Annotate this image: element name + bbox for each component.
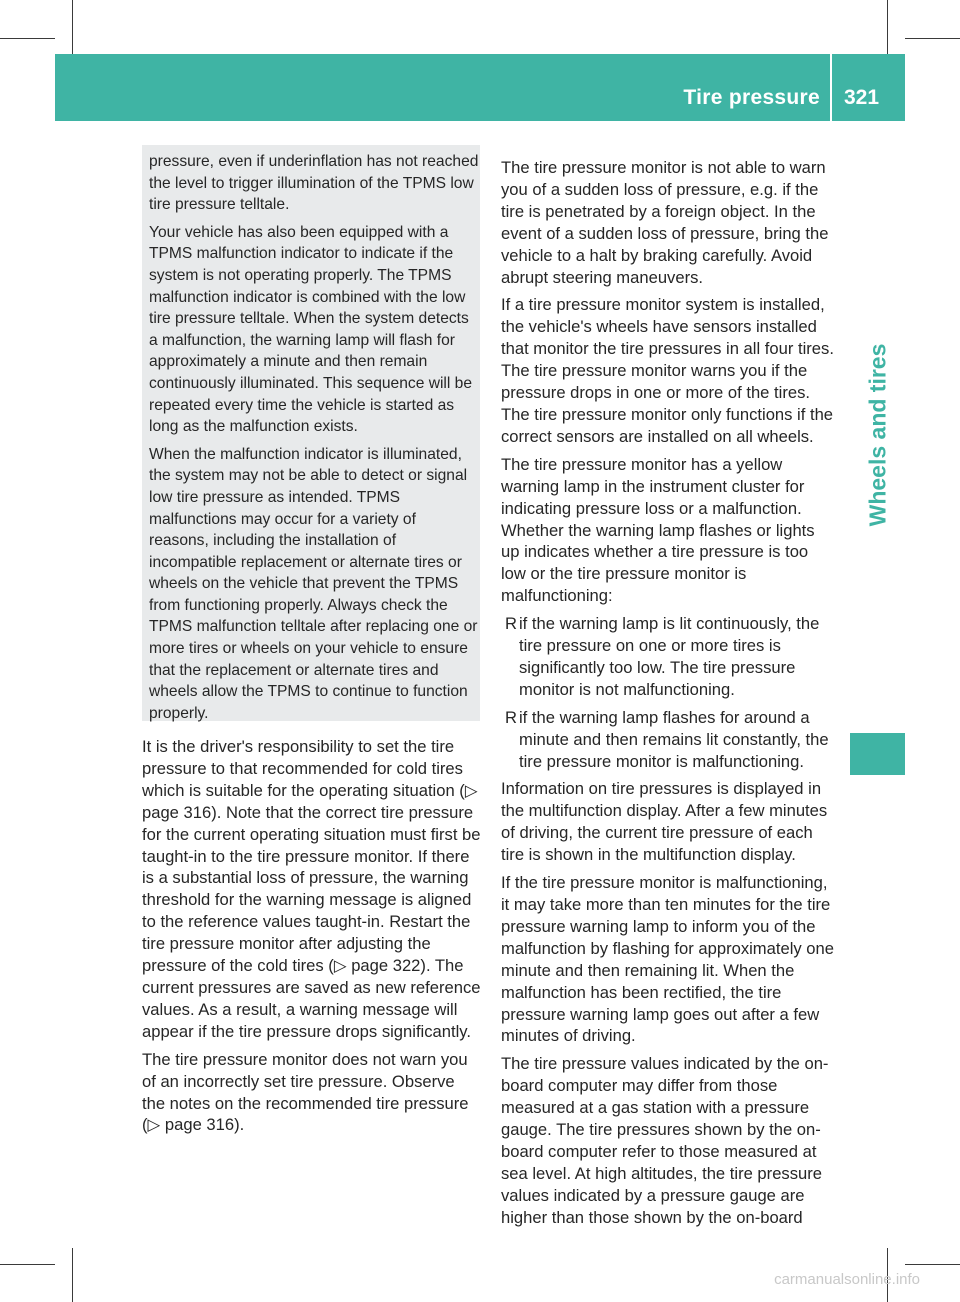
crop-mark	[72, 0, 73, 55]
body-paragraph: The tire pressure monitor is not able to warn you of a sudden loss of pressure, e.g. if the tire is penetrated by a foreign object. In the event of a sudden loss of pressure, bring the vehicle to a halt by braking carefully. Avoid abrupt steering maneuvers.	[501, 158, 829, 287]
body-paragraph: It is the driver's responsibility to set the tire pressure to that recommended for cold tires which is suitable for the operating situation (▷ page 316). Note that the correct tire pressure for the current operating situation must first be taught-in to the tire pressure monitor. If there is a substantial loss of pressure, the warning threshold for the warning message is aligned to the reference values taught-in. Restart the tire pressure monitor after adjusting the pressure of the cold tires (▷ page 322). The current pressures are saved as new reference values. As a result, a warning message will appear if the tire pressure drops significantly.	[142, 737, 481, 1041]
left-column	[142, 736, 482, 1142]
section-marker	[850, 733, 905, 775]
bullet-text: if the warning lamp is lit continuously, the tire pressure on one or more tires is significantly too low. The tire pressure monitor is not malfunctioning.	[519, 614, 820, 699]
body-paragraph: Information on tire pressures is displayed in the multifunction display. After a few minutes of driving, the current tire pressure of each tire is shown in the multifunction display.	[501, 779, 828, 865]
crop-mark	[72, 1248, 73, 1302]
bullet-marker: R	[505, 614, 517, 634]
body-paragraph: The tire pressure values indicated by the on-board computer may differ from those measured at a gas station with a pressure gauge. The tire pressures shown by the on-board computer refer to those measured at sea level. At high altitudes, the tire pressure values indicated by a pressure gauge are higher than those shown by the on-board	[501, 1054, 829, 1227]
section-side-label: Wheels and tires	[864, 343, 890, 527]
crop-mark	[0, 1264, 55, 1265]
section-side-tab	[850, 140, 905, 730]
bullet-item	[501, 613, 835, 701]
crop-mark	[0, 38, 55, 39]
note-box	[142, 145, 480, 721]
body-paragraph: If the tire pressure monitor is malfunctioning, it may take more than ten minutes for the tire pressure warning lamp to inform you of the malfunction by flashing for approximately one minute and then remaining lit. When the malfunction has been rectified, the tire pressure warning lamp goes out after a few minutes of driving.	[501, 873, 834, 1046]
note-paragraph: pressure, even if underinflation has not reached the level to trigger illumination of the TPMS low tire pressure telltale.	[149, 153, 479, 214]
note-content	[149, 151, 479, 730]
header-divider	[830, 54, 832, 121]
body-paragraph: If a tire pressure monitor system is installed, the vehicle's wheels have sensors installed that monitor the tire pressures in all four tires. The tire pressure monitor warns you if the pressure drops in one or more of the tires. The tire pressure monitor only functions if the correct sensors are installed on all wheels.	[501, 295, 834, 446]
note-paragraph: When the malfunction indicator is illuminated, the system may not be able to detect or signal low tire pressure as intended. TPMS malfunctions may occur for a variety of reasons, including the installation of incompatible replacement or alternate tires or wheels on the vehicle that prevent the TPMS from functioning properly. Always check the TPMS malfunction telltale after replacing one or more tires or wheels on your vehicle to ensure that the replacement or alternate tires and wheels allow the TPMS to continue to function properly.	[149, 445, 478, 722]
watermark: carmanualsonline.info	[774, 1271, 920, 1288]
right-column	[501, 157, 835, 1235]
body-paragraph: The tire pressure monitor does not warn you of an incorrectly set tire pressure. Observe the notes on the recommended tire pressure (▷ page 316).	[142, 1049, 469, 1135]
crop-mark	[905, 38, 960, 39]
page-number: 321	[844, 86, 880, 109]
bullet-text: if the warning lamp flashes for around a minute and then remains lit constantly, the tire pressure monitor is malfunctioning.	[519, 707, 829, 771]
crop-mark	[905, 1264, 960, 1265]
bullet-item	[501, 707, 835, 773]
bullet-marker: R	[505, 707, 517, 727]
crop-mark	[887, 0, 888, 55]
page-title: Tire pressure	[683, 86, 820, 109]
note-paragraph: Your vehicle has also been equipped with a TPMS malfunction indicator to indicate if the system is not operating properly. The TPMS malfunction indicator is combined with the low tire pressure telltale. When the system detects a malfunction, the warning lamp will flash for approximately a minute and then remain continuously illuminated. This sequence will be repeated every time the vehicle is started as long as the malfunction exists.	[149, 223, 473, 436]
body-paragraph: The tire pressure monitor has a yellow warning lamp in the instrument cluster for indicating pressure loss or a malfunction. Whether the warning lamp flashes or lights up indicates whether a tire pressure is too low or the tire pressure monitor is malfunctioning:	[501, 454, 815, 606]
